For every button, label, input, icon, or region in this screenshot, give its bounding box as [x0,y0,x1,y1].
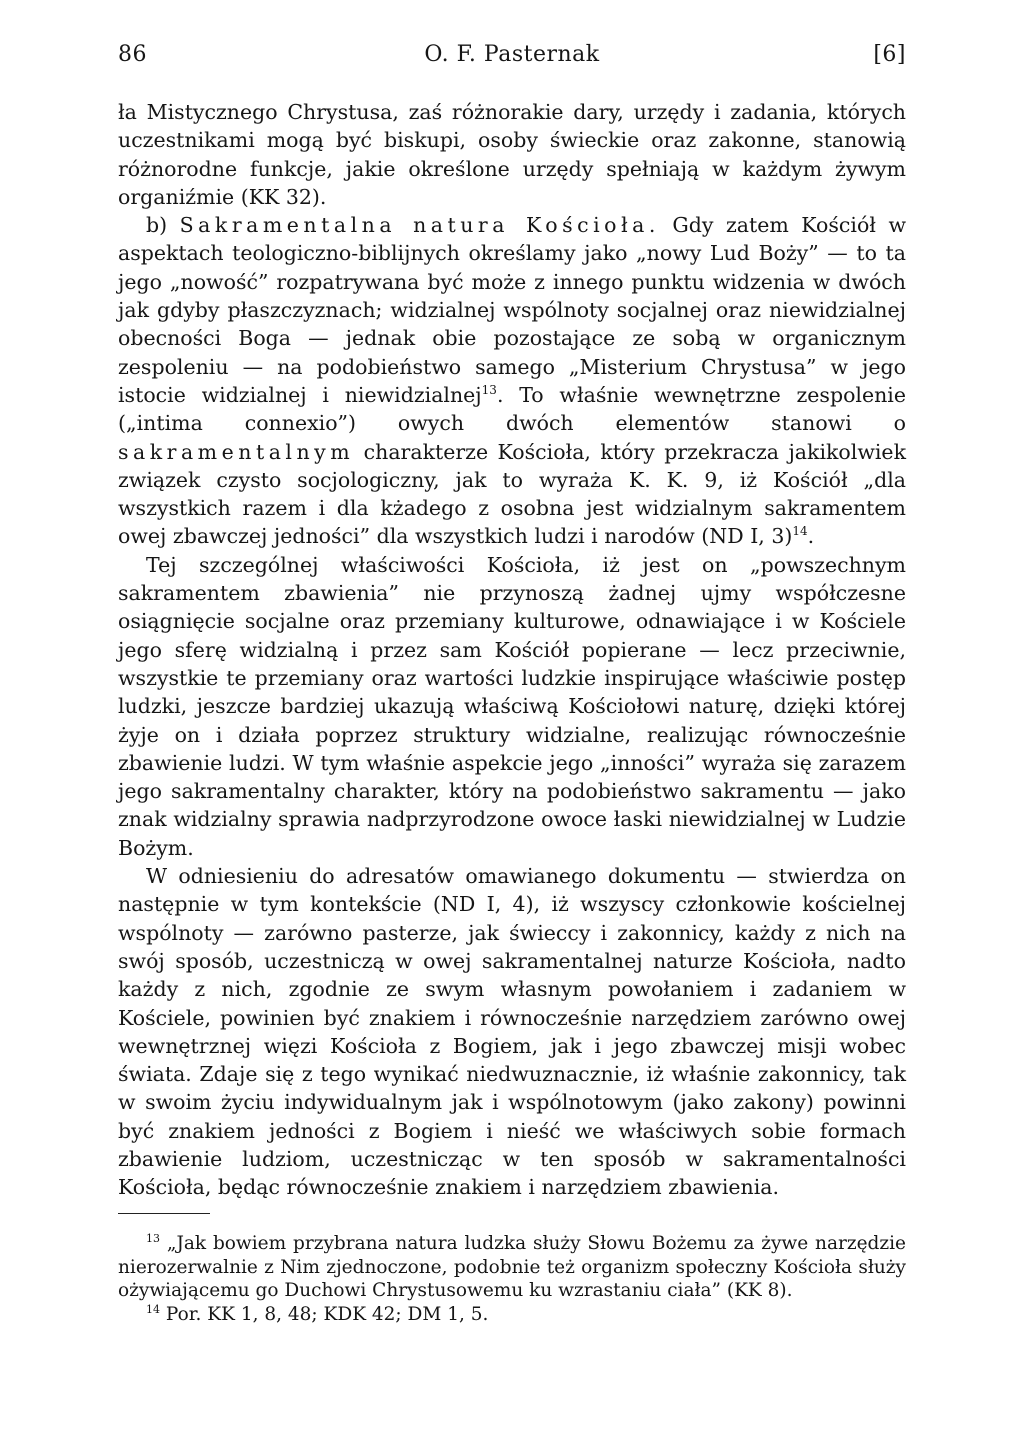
paragraph-4: W odniesieniu do adresatów omawianego dokumentu — stwierdza on następnie w tym kontekście (ND I, 4), iż wszyscy członkowie kościelnej wspólnoty — zarówno pasterze, jak świeccy i zakonnicy, każdy z nich na swój sposób, uczestniczą w owej sakramentalnej naturze Kościoła, nadto każdy z nich, zgodnie ze swym własnym powołaniem i zadaniem w Kościele, powinien być znakiem i równocześnie narzędziem zarówno owej wewnętrznej więzi Kościoła z Bogiem, jak i jego zbawczej misji wobec świata. Zdaje się z tego wynikać niedwuznacznie, iż właśnie zakonnicy, tak w swoim życiu indywidualnym jak i wspólnotowym (jako zakony) powinni być znakiem jedności z Bogiem i nieść we właściwych sobie formach zbawienie ludziom, uczestnicząc w ten sposób w sakramentalności Kościoła, będąc równocześnie znakiem i narzędziem zbawienia. [118,864,906,1200]
footnote-text: Por. KK 1, 8, 48; KDK 42; DM 1, 5. [165,1303,489,1325]
paragraph-2-text-c: charakterze Kościoła, który przekracza jakikolwiek związek czysto socjologiczny, jak to wyraża K. K. 9, iż Kościół „dla wszystkich razem i dla kżadego z osobna jest widzialnym sakramentem owej zbawczej jedności” dla wszystkich ludzi i narodów (ND I, 3) [118,439,906,549]
paragraph-2-text-a: Gdy zatem Kościół w aspektach teologiczno-biblijnych określamy jako „nowy Lud Boży” — to ta jego „nowość” rozpatrywana być może z innego punktu widzenia w dwóch jak gdyby płaszczyznach; widzialnej wspólnoty socjalnej oraz niewidzialnej obecności Boga — jednak obie pozostające ze sobą w organicznym zespoleniu — na podobieństwo samego „Misterium Chrystusa” w jego istocie widzialnej i niewidzialnej [118,213,906,407]
paragraph-2 [118,211,906,551]
body-text [118,98,906,1202]
paragraph-2-text-b: . To właśnie wewnętrzne zespolenie („intima connexio”) owych dwóch elementów stanowi o [118,382,906,436]
page-number: 86 [118,42,147,67]
paragraph-2-text-d: . [807,524,815,549]
paragraph-3: Tej szczególnej właściwości Kościoła, iż jest on „powszechnym sakramentem zbawienia” nie przynoszą żadnej ujmy współczesne osiągnięcie socjalne oraz przemiany kulturowe, odnawiające i w Kościele jego sferę widzialną i przez sam Kościół popierane — lecz przeciwnie, wszystkie te przemiany oraz wartości ludzkie inspirujące właściwie postęp ludzki, jeszcze bardziej ukazują właściwą Kościołowi naturę, dzięki której żyje on i działa poprzez struktury widzialne, realizując równocześnie zbawienie ludzi. W tym właśnie aspekcie jego „inności” wyraża się zarazem jego sakramentalny charakter, który na podobieństwo sakramentu — jako znak widzialny sprawia nadprzyrodzone owoce łaski niewidzialnej w Ludzie Bożym. [118,552,906,860]
footnote-ref-13: 13 [481,382,497,397]
subsection-label: b) [146,213,180,238]
footnote-number: 13 [146,1232,160,1245]
paragraph-1: ła Mistycznego Chrystusa, zaś różnorakie dary, urzędy i zadania, których uczestnikami mogą być biskupi, osoby świeckie oraz zakonne, stanowią różnorodne funkcje, jakie określone urzędy spełniają w każdym żywym organiźmie (KK 32). [118,100,906,209]
spaced-term: sakramentalnym [118,439,355,464]
footnote-ref-14: 14 [792,524,808,539]
footnote-text: „Jak bowiem przybrana natura ludzka służy Słowu Bożemu za żywe narzędzie nierozerwalnie z Nim zjednoczone, podobnie też organizm społeczny Kościoła służy ożywiającemu go Duchowi Chrystusowemu ku wzrastaniu ciała” (KK 8). [118,1233,906,1301]
running-header [118,38,906,72]
footnote-13 [118,1232,906,1303]
footnote-number: 14 [146,1302,160,1316]
footnote-14 [118,1303,906,1327]
section-number: [6] [873,42,906,67]
footnote-separator [118,1213,210,1214]
footnotes [118,1232,906,1326]
running-title: O. F. Pasternak [424,42,600,67]
subsection-heading: Sakramentalna natura Kościoła. [179,213,660,238]
